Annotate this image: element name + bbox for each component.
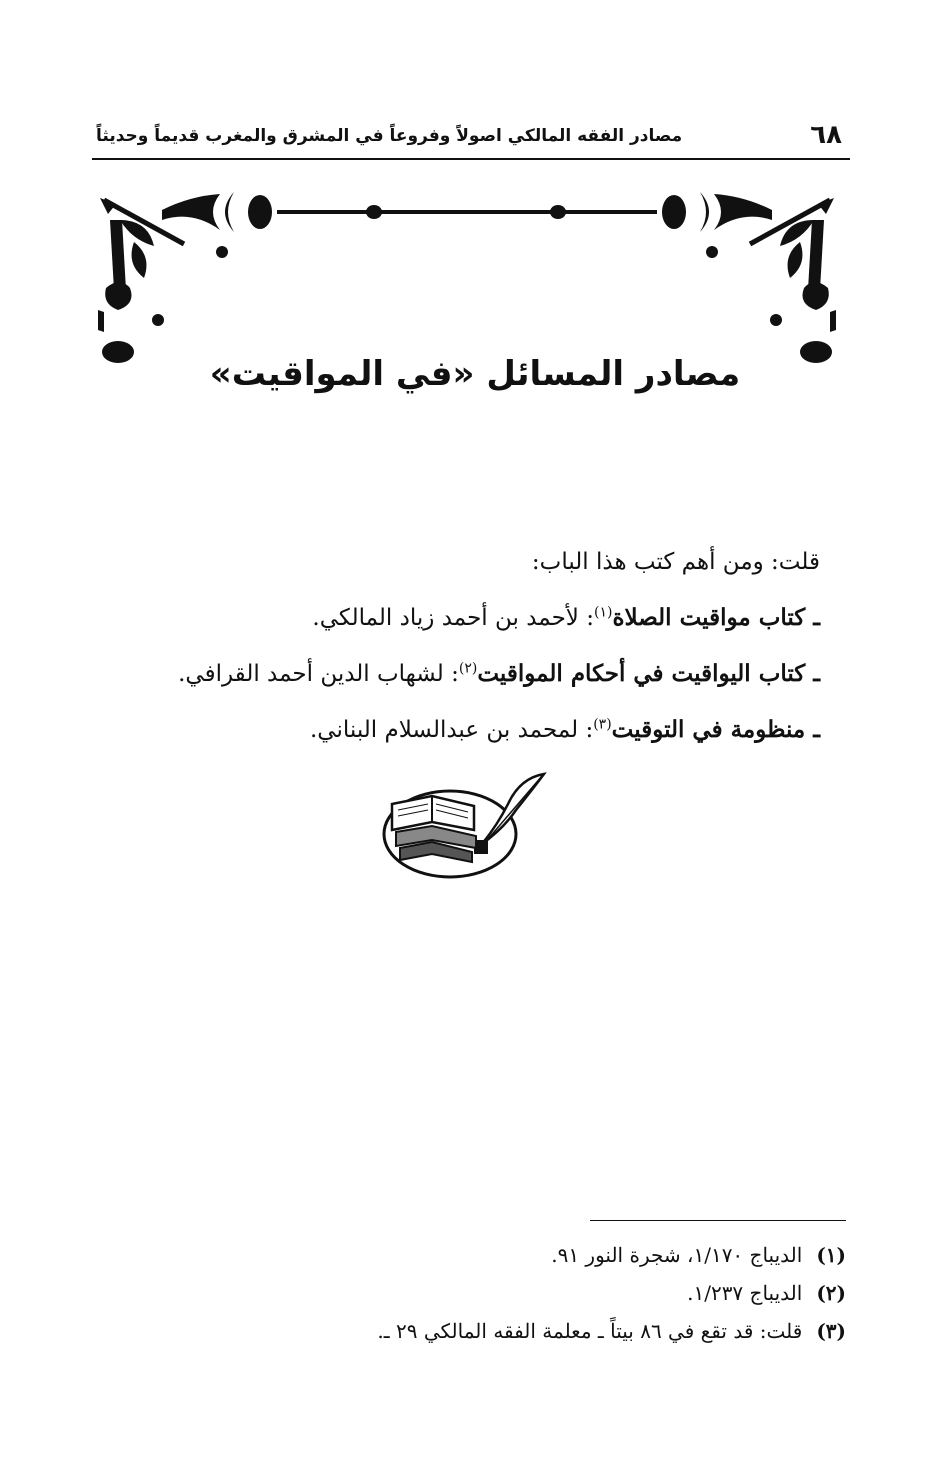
footnote-marker: (٣) — [593, 716, 612, 733]
footnote — [146, 1236, 846, 1274]
body-text — [100, 534, 820, 758]
footnote-text: الديباج ١/١٧٠، شجرة النور ٩١. — [551, 1243, 803, 1267]
footnotes — [146, 1236, 846, 1350]
source-title: ـ كتاب اليواقيت في أحكام المواقيت — [477, 660, 820, 687]
ornament-icon — [92, 180, 852, 380]
footnote — [146, 1274, 846, 1312]
source-item — [100, 590, 820, 646]
source-author: : لمحمد بن عبدالسلام البناني. — [309, 717, 594, 743]
source-author: : لأحمد بن أحمد زياد المالكي. — [312, 605, 594, 631]
footnote-number: (٢) — [816, 1281, 846, 1305]
running-title: مصادر الفقه المالكي اصولاً وفروعاً في المشرق والمغرب قديماً وحديثاً — [96, 126, 683, 146]
page-number: ٦٨ — [810, 120, 842, 150]
footnote-number: (٣) — [816, 1319, 846, 1343]
source-title: ـ كتاب مواقيت الصلاة — [612, 604, 820, 631]
intro-line: قلت: ومن أهم كتب هذا الباب: — [531, 549, 820, 575]
source-item — [100, 646, 820, 702]
source-item — [100, 702, 820, 758]
footnote-number: (١) — [816, 1243, 846, 1267]
book-and-quill-icon — [382, 770, 552, 880]
footnote-text: الديباج ١/٢٣٧. — [687, 1281, 803, 1305]
header-rule — [92, 158, 850, 160]
source-title: ـ منظومة في التوقيت — [611, 716, 820, 743]
chapter-title: مصادر المسائل «في المواقيت» — [209, 354, 741, 394]
footnote-text: قلت: قد تقع في ٨٦ بيتاً ـ معلمة الفقه المالكي ٢٩ ـ. — [377, 1319, 803, 1343]
footnote — [146, 1312, 846, 1350]
source-author: : لشهاب الدين أحمد القرافي. — [178, 661, 459, 687]
footnote-rule — [590, 1220, 846, 1221]
running-header — [92, 118, 850, 158]
footnote-marker: (٢) — [458, 660, 478, 677]
footnote-marker: (١) — [593, 604, 613, 621]
